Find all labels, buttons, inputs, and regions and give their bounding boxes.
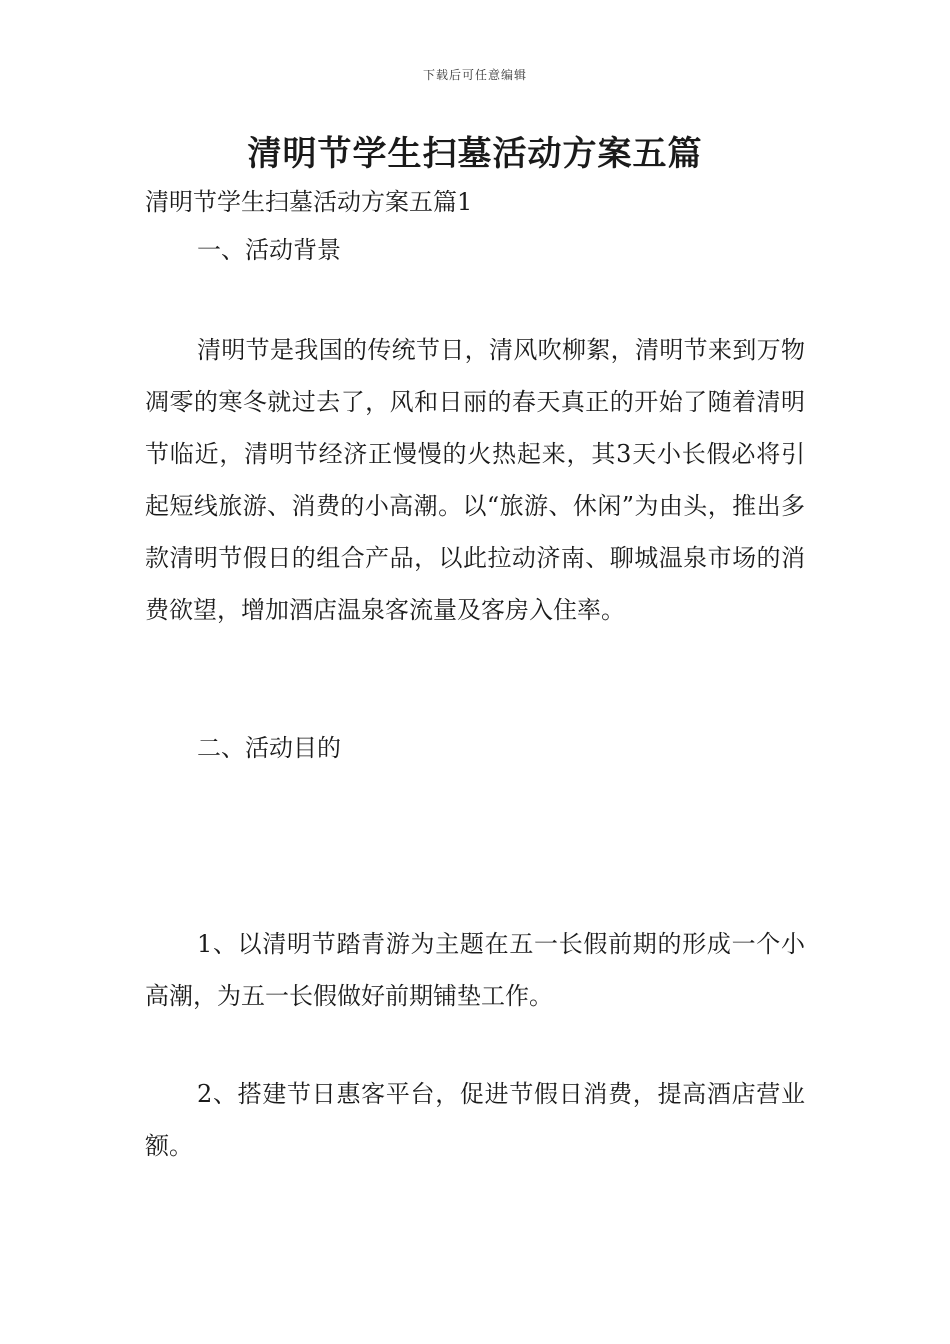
paragraph-purpose-item-2: 2、搭建节日惠客平台，促进节假日消费，提高酒店营业额。 <box>145 1080 805 1160</box>
section-heading-background: 一、活动背景 <box>197 236 341 264</box>
document-title: 清明节学生扫墓活动方案五篇 <box>247 134 703 174</box>
paragraph-purpose-item-1: 1、以清明节踏青游为主题在五一长假前期的形成一个小高潮，为五一长假做好前期铺垫工作。 <box>145 930 805 1010</box>
header-note: 下载后可任意编辑 <box>422 68 527 82</box>
document-subtitle: 清明节学生扫墓活动方案五篇1 <box>145 188 473 216</box>
paragraph-background: 清明节是我国的传统节日，清风吹柳絮，清明节来到万物凋零的寒冬就过去了，风和日丽的春天真正的开始了随着清明节临近，清明节经济正慢慢的火热起来，其3天小长假必将引起短线旅游、消费的小高潮。以“旅游、休闲”为由头，推出多款清明节假日的组合产品，以此拉动济南、聊城温泉市场的消费欲望，增加酒店温泉客流量及客房入住率。 <box>145 336 805 624</box>
section-heading-purpose: 二、活动目的 <box>197 734 341 762</box>
